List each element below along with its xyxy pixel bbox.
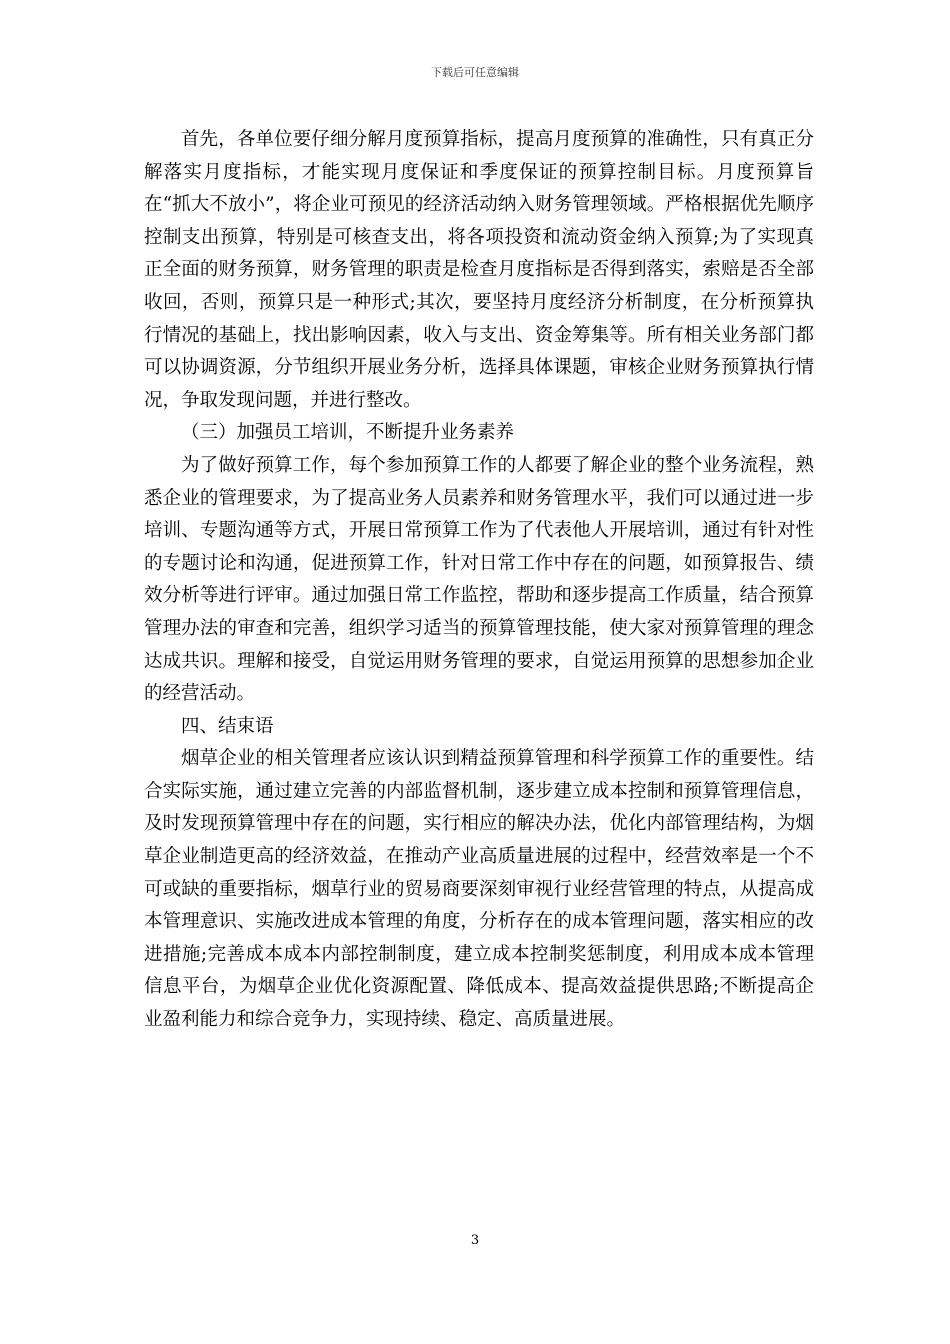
paragraph-conclusion: 烟草企业的相关管理者应该认识到精益预算管理和科学预算工作的重要性。结合实际实施，通过建立完善的内部监督机制，逐步建立成本控制和预算管理信息，及时发现预算管理中存在的问题，实行相应的解决办法，优化内部管理结构，为烟草企业制造更高的经济效益，在推动产业高质量进展的过程中，经营效率是一个不可或缺的重要指标，烟草行业的贸易商要深刻审视行业经营管理的特点，从提高成本管理意识、实施改进成本管理的角度，分析存在的成本管理问题，落实相应的改进措施;完善成本成本内部控制制度，建立成本控制奖惩制度，利用成本成本管理信息平台，为烟草企业优化资源配置、降低成本、提高效益提供思路;不断提高企业盈利能力和综合竞争力，实现持续、稳定、高质量进展。 [144, 748, 814, 1031]
paragraph-staff-training: 为了做好预算工作，每个参加预算工作的人都要了解企业的整个业务流程，熟悉企业的管理要求，为了提高业务人员素养和财务管理水平，我们可以通过进一步培训、专题沟通等方式，开展日常预算工作为了代表他人开展培训，通过有针对性的专题讨论和沟通，促进预算工作，针对日常工作中存在的问题，如预算报告、绩效分析等进行评审。通过加强日常工作监控，帮助和逐步提高工作质量，结合预算管理办法的审查和完善，组织学习适当的预算管理技能，使大家对预算管理的理念达成共识。理解和接受，自觉运用财务管理的要求，自觉运用预算的思想参加企业的经营活动。 [144, 454, 814, 705]
paragraph-monthly-budget: 首先，各单位要仔细分解月度预算指标，提高月度预算的准确性，只有真正分解落实月度指标，才能实现月度保证和季度保证的预算控制目标。月度预算旨在“抓大不放小”，将企业可预见的经济活动纳入财务管理领域。严格根据优先顺序控制支出预算，特别是可核查支出，将各项投资和流动资金纳入预算;为了实现真正全面的财务预算，财务管理的职责是检查月度指标是否得到落实，索赔是否全部收回，否则，预算只是一种形式;其次，要坚持月度经济分析制度，在分析预算执行情况的基础上，找出影响因素，收入与支出、资金筹集等。所有相关业务部门都可以协调资源，分节组织开展业务分析，选择具体课题，审核企业财务预算执行情况，争取发现问题，并进行整改。 [144, 129, 814, 411]
section-heading-conclusion: 四、结束语 [181, 715, 274, 737]
page-number: 3 [470, 1233, 480, 1248]
section-heading-staff-training: （三）加强员工培训，不断提升业务素养 [181, 422, 515, 444]
page-header-note: 下载后可任意编辑 [431, 66, 519, 79]
document-body [144, 124, 814, 1037]
